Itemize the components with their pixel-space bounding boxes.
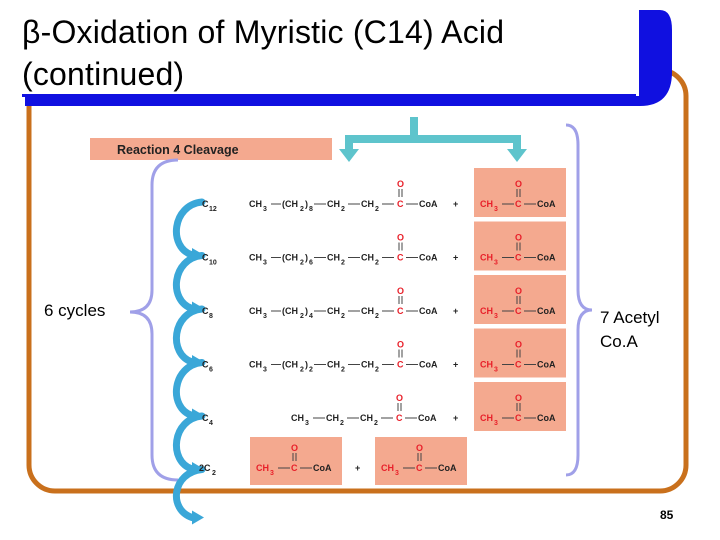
ch2-sub: 2 — [375, 206, 379, 213]
carbonyl-oxygen: O — [396, 393, 404, 403]
reaction-row — [202, 382, 566, 431]
acetyl-coa-carbon: C — [515, 252, 522, 263]
cycle-arrow-head — [192, 511, 204, 525]
ch2-repeat-sub: 2 — [300, 206, 304, 213]
acetyl-coa-coa: CoA — [537, 306, 556, 316]
final-acetyl-left-carbon: C — [291, 463, 298, 473]
acetyl-coa-ch3-sub: 3 — [494, 206, 498, 213]
close-paren: ) — [305, 199, 308, 209]
acetyl-coa-ch3-sub: 3 — [494, 366, 498, 374]
carbonyl-carbon: C — [397, 359, 404, 370]
cycle-arrow — [176, 256, 202, 309]
cycle-arrow — [176, 470, 202, 518]
acetyl-coa-oxygen: O — [515, 393, 523, 403]
final-acetyl-left-ch3-sub: 3 — [270, 470, 274, 477]
ch3-sub: 3 — [263, 206, 267, 213]
coa-group: CoA — [419, 306, 438, 316]
page-number: 85 — [660, 508, 674, 522]
chain-label: C — [202, 252, 209, 263]
ch3-sub: 3 — [305, 420, 309, 427]
carbonyl-oxygen: O — [397, 286, 405, 296]
carbonyl-carbon: C — [397, 306, 404, 316]
cycle-arrows — [176, 202, 204, 525]
acetyl-coa-ch3: CH — [480, 252, 493, 263]
ch2-sub: 2 — [341, 206, 345, 213]
ch2-group: CH — [327, 252, 340, 263]
final-label-sub: 2 — [212, 470, 216, 477]
acetyl-coa-coa: CoA — [537, 359, 556, 370]
carbonyl-carbon: C — [397, 199, 404, 209]
ch2-sub: 2 — [375, 366, 379, 374]
ch2-group: CH — [361, 306, 374, 316]
final-acetyl-right-ch3-sub: 3 — [395, 470, 399, 477]
plus-sign: + — [453, 306, 459, 316]
ch3-group: CH — [249, 359, 262, 370]
chain-label: C — [202, 413, 209, 423]
chain-label-sub: 12 — [209, 206, 217, 213]
cycle-arrow — [176, 202, 202, 255]
ch2-repeat: (CH — [282, 252, 298, 263]
cycles-label: 6 cycles — [44, 301, 106, 320]
acetyl-coa-label-line-2: Co.A — [600, 332, 638, 351]
ch2-sub: 2 — [341, 366, 345, 374]
ch2-sub: 2 — [375, 259, 379, 267]
ch2-group: CH — [361, 199, 374, 209]
carbonyl-carbon: C — [397, 252, 404, 263]
final-acetyl-left-coa: CoA — [313, 463, 332, 473]
ch2-count: 8 — [309, 206, 313, 213]
acetyl-coa-carbon: C — [515, 306, 522, 316]
coa-group: CoA — [419, 199, 438, 209]
acetyl-coa-carbon: C — [515, 359, 522, 370]
acetyl-coa-oxygen: O — [515, 179, 523, 189]
acetyl-coa-ch3: CH — [480, 199, 493, 209]
acetyl-coa-oxygen: O — [515, 339, 523, 350]
chain-label: C — [202, 199, 209, 209]
acetyl-coa-label-line-1: 7 Acetyl — [600, 308, 660, 327]
coa-group: CoA — [419, 359, 438, 370]
acetyl-coa-coa: CoA — [537, 199, 556, 209]
right-brace — [566, 125, 592, 475]
coa-group: CoA — [418, 413, 437, 423]
ch2-count: 2 — [309, 366, 313, 374]
coa-group: CoA — [419, 252, 438, 263]
chain-label-sub: 10 — [209, 259, 217, 267]
teal-split-arrow — [339, 117, 527, 162]
ch2-sub: 2 — [341, 259, 345, 267]
acetyl-coa-carbon: C — [515, 413, 522, 423]
slide-title-line-2: (continued) — [22, 56, 185, 92]
ch2-group: CH — [327, 359, 340, 370]
reaction-row — [202, 329, 566, 378]
ch3-group: CH — [249, 306, 262, 316]
final-acetyl-right-carbon: C — [416, 463, 423, 473]
chain-label: C — [202, 359, 209, 370]
final-plus: + — [355, 463, 361, 473]
plus-sign: + — [453, 199, 459, 209]
chain-label: C — [202, 306, 209, 316]
acetyl-coa-ch3-sub: 3 — [494, 420, 498, 427]
close-paren: ) — [305, 306, 308, 316]
acetyl-coa-ch3: CH — [480, 359, 493, 370]
final-acetyl-left-ch3: CH — [256, 463, 269, 473]
acetyl-coa-oxygen: O — [515, 232, 523, 243]
ch2-group: CH — [361, 252, 374, 263]
chain-label-sub: 6 — [209, 366, 213, 374]
chain-label-sub: 4 — [209, 420, 213, 427]
acetyl-coa-ch3: CH — [480, 413, 493, 423]
acetyl-coa-carbon: C — [515, 199, 522, 209]
ch2-repeat: (CH — [282, 306, 298, 316]
ch2-sub: 2 — [375, 313, 379, 320]
left-brace — [130, 160, 178, 480]
ch3-group: CH — [249, 252, 262, 263]
plus-sign: + — [453, 413, 459, 423]
ch2-sub: 2 — [374, 420, 378, 427]
ch3-sub: 3 — [263, 259, 267, 267]
ch3-sub: 3 — [263, 366, 267, 374]
carbonyl-oxygen: O — [397, 339, 405, 350]
final-label: 2C — [199, 463, 211, 473]
ch2-repeat-sub: 2 — [300, 366, 304, 374]
ch2-group: CH — [360, 413, 373, 423]
ch2-group: CH — [326, 413, 339, 423]
ch3-group: CH — [291, 413, 304, 423]
cycle-arrow — [176, 363, 202, 416]
ch2-repeat: (CH — [282, 199, 298, 209]
carbonyl-oxygen: O — [397, 232, 405, 243]
cycle-arrow — [176, 416, 202, 469]
final-acetyl-left-oxygen: O — [291, 443, 299, 453]
ch2-repeat-sub: 2 — [300, 259, 304, 267]
acetyl-coa-ch3-sub: 3 — [494, 259, 498, 267]
acetyl-coa-coa: CoA — [537, 252, 556, 263]
reaction-row — [202, 222, 566, 271]
ch2-count: 4 — [309, 313, 313, 320]
slide-title-line-1: β-Oxidation of Myristic (C14) Acid — [22, 14, 505, 50]
final-row — [199, 437, 467, 485]
carbonyl-oxygen: O — [397, 179, 405, 189]
close-paren: ) — [305, 359, 308, 370]
final-acetyl-right-coa: CoA — [438, 463, 457, 473]
acetyl-coa-coa: CoA — [537, 413, 556, 423]
close-paren: ) — [305, 252, 308, 263]
final-acetyl-right-oxygen: O — [416, 443, 424, 453]
carbonyl-carbon: C — [396, 413, 403, 423]
final-acetyl-right-ch3: CH — [381, 463, 394, 473]
reaction-rows — [202, 168, 566, 431]
acetyl-coa-ch3: CH — [480, 306, 493, 316]
ch2-repeat: (CH — [282, 359, 298, 370]
reaction-row — [202, 168, 566, 217]
ch2-group: CH — [327, 199, 340, 209]
ch2-group: CH — [327, 306, 340, 316]
ch2-count: 6 — [309, 259, 313, 267]
ch2-group: CH — [361, 359, 374, 370]
reaction-row — [202, 275, 566, 324]
ch2-sub: 2 — [341, 313, 345, 320]
ch2-repeat-sub: 2 — [300, 313, 304, 320]
chain-label-sub: 8 — [209, 313, 213, 320]
acetyl-coa-oxygen: O — [515, 286, 523, 296]
acetyl-coa-ch3-sub: 3 — [494, 313, 498, 320]
ch3-group: CH — [249, 199, 262, 209]
ch2-sub: 2 — [340, 420, 344, 427]
reaction-header-label: Reaction 4 Cleavage — [117, 143, 239, 157]
plus-sign: + — [453, 359, 459, 370]
ch3-sub: 3 — [263, 313, 267, 320]
plus-sign: + — [453, 252, 459, 263]
cycle-arrow — [176, 309, 202, 362]
